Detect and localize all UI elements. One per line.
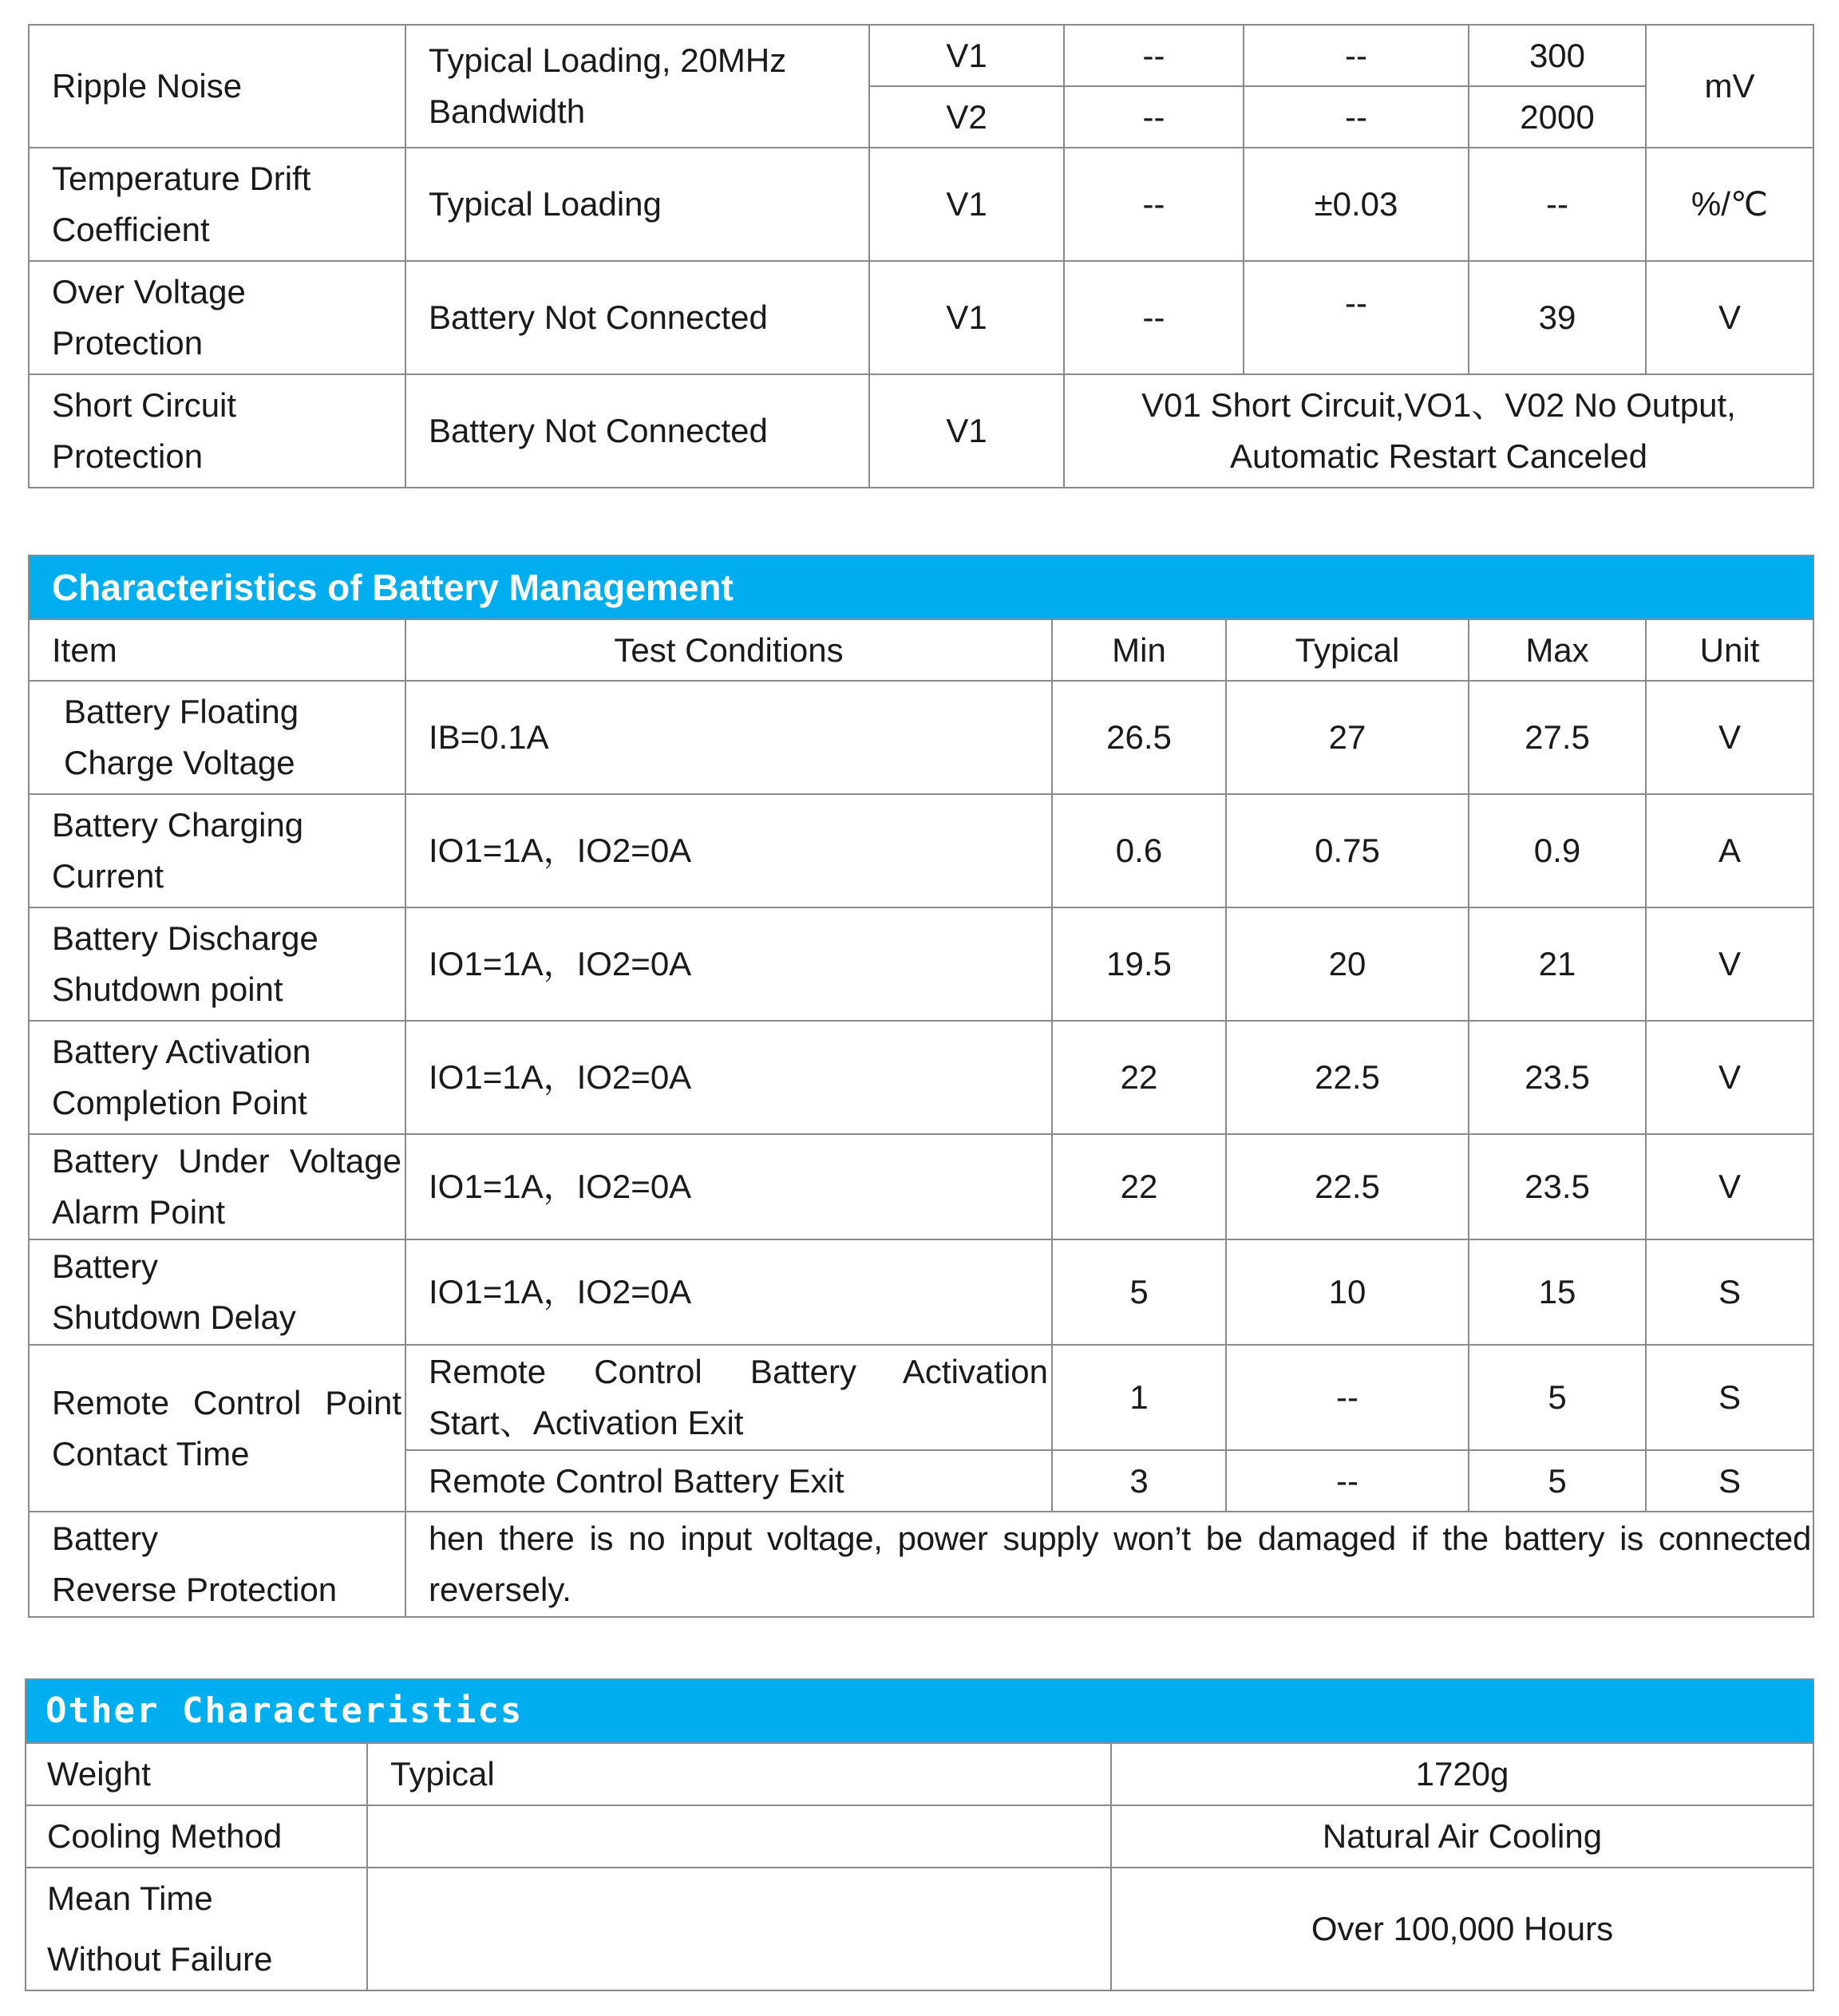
item-cell: Battery Charging Current xyxy=(29,794,405,907)
column-header-conditions: Test Conditions xyxy=(405,619,1052,681)
min-cell: -- xyxy=(1064,148,1244,261)
typical-cell: 0.75 xyxy=(1226,794,1469,907)
typical-cell: -- xyxy=(1244,261,1469,374)
column-header-max: Max xyxy=(1469,619,1646,681)
typical-cell: -- xyxy=(1226,1450,1469,1512)
condition-cell xyxy=(367,1805,1111,1868)
condition-cell: IO1=1A，IO2=0A xyxy=(405,794,1052,907)
unit-cell: V xyxy=(1646,907,1813,1021)
table-row xyxy=(26,1743,1813,1805)
channel-cell: V1 xyxy=(869,25,1064,86)
value-cell: Natural Air Cooling xyxy=(1111,1805,1813,1868)
condition-cell: Typical Loading xyxy=(405,148,869,261)
other-characteristics-table xyxy=(25,1678,1814,1991)
max-cell: 15 xyxy=(1469,1239,1646,1345)
column-header-min: Min xyxy=(1052,619,1226,681)
value-cell: 1720g xyxy=(1111,1743,1813,1805)
temperature-drift-item: Temperature Drift Coefficient xyxy=(29,148,405,261)
min-cell: 22 xyxy=(1052,1021,1226,1134)
min-cell: 5 xyxy=(1052,1239,1226,1345)
condition-cell: IO1=1A，IO2=0A xyxy=(405,1021,1052,1134)
channel-cell: V1 xyxy=(869,261,1064,374)
ripple-noise-item: Ripple Noise xyxy=(29,25,405,148)
ripple-noise-condition: Typical Loading, 20MHz Bandwidth xyxy=(405,25,869,148)
min-cell: -- xyxy=(1064,86,1244,148)
typical-cell: 20 xyxy=(1226,907,1469,1021)
min-cell: 0.6 xyxy=(1052,794,1226,907)
max-cell: 39 xyxy=(1469,261,1646,374)
table-row xyxy=(29,1512,1813,1617)
column-header-item: Item xyxy=(29,619,405,681)
max-cell: 5 xyxy=(1469,1345,1646,1450)
max-cell: 300 xyxy=(1469,25,1646,86)
table-row xyxy=(29,1239,1813,1345)
condition-cell: Battery Not Connected xyxy=(405,261,869,374)
table-row xyxy=(29,261,1813,374)
column-header-typical: Typical xyxy=(1226,619,1469,681)
channel-cell: V1 xyxy=(869,148,1064,261)
item-cell: Mean Time Without Failure xyxy=(26,1868,367,1990)
typical-cell: 22.5 xyxy=(1226,1134,1469,1239)
typical-cell: 10 xyxy=(1226,1239,1469,1345)
min-cell: 3 xyxy=(1052,1450,1226,1512)
unit-cell: V xyxy=(1646,1021,1813,1134)
condition-cell xyxy=(367,1868,1111,1990)
unit-cell: %/℃ xyxy=(1646,148,1813,261)
condition-cell: IB=0.1A xyxy=(405,681,1052,794)
table-header-row xyxy=(29,619,1813,681)
typical-cell: -- xyxy=(1244,25,1469,86)
condition-cell: IO1=1A，IO2=0A xyxy=(405,907,1052,1021)
item-cell: Weight xyxy=(26,1743,367,1805)
value-cell: Over 100,000 Hours xyxy=(1111,1868,1813,1990)
max-cell: 0.9 xyxy=(1469,794,1646,907)
min-cell: -- xyxy=(1064,25,1244,86)
unit-cell: V xyxy=(1646,681,1813,794)
condition-cell: Typical xyxy=(367,1743,1111,1805)
typical-cell: -- xyxy=(1226,1345,1469,1450)
unit-cell: V xyxy=(1646,261,1813,374)
unit-cell: S xyxy=(1646,1239,1813,1345)
table-row xyxy=(29,1345,1813,1450)
max-cell: 2000 xyxy=(1469,86,1646,148)
item-cell: Battery Shutdown Delay xyxy=(29,1239,405,1345)
table-row xyxy=(29,1134,1813,1239)
typical-cell: ±0.03 xyxy=(1244,148,1469,261)
short-circuit-item: Short Circuit Protection xyxy=(29,374,405,488)
table-row xyxy=(29,794,1813,907)
table-row xyxy=(29,374,1813,488)
column-header-unit: Unit xyxy=(1646,619,1813,681)
section-title: Characteristics of Battery Management xyxy=(29,555,1813,619)
section-banner xyxy=(26,1679,1813,1743)
remote-control-item: Remote Control Point Contact Time xyxy=(29,1345,405,1512)
reverse-protection-text: hen there is no input voltage, power supply won’t be damaged if the battery is connected reversely. xyxy=(405,1512,1813,1617)
min-cell: 19.5 xyxy=(1052,907,1226,1021)
condition-cell: Battery Not Connected xyxy=(405,374,869,488)
condition-cell: IO1=1A，IO2=0A xyxy=(405,1134,1052,1239)
max-cell: 21 xyxy=(1469,907,1646,1021)
table-row xyxy=(29,148,1813,261)
typical-cell: 27 xyxy=(1226,681,1469,794)
item-cell: Cooling Method xyxy=(26,1805,367,1868)
over-voltage-item: Over Voltage Protection xyxy=(29,261,405,374)
condition-cell: Remote Control Battery Activation Start、Activation Exit xyxy=(405,1345,1052,1450)
unit-cell: A xyxy=(1646,794,1813,907)
unit-cell: mV xyxy=(1646,25,1813,148)
min-cell: 1 xyxy=(1052,1345,1226,1450)
max-cell: 23.5 xyxy=(1469,1134,1646,1239)
channel-cell: V2 xyxy=(869,86,1064,148)
condition-cell: IO1=1A，IO2=0A xyxy=(405,1239,1052,1345)
battery-management-table xyxy=(28,555,1814,1618)
unit-cell: V xyxy=(1646,1134,1813,1239)
item-cell: Battery Under Voltage Alarm Point xyxy=(29,1134,405,1239)
item-cell: Battery Discharge Shutdown point xyxy=(29,907,405,1021)
max-cell: 5 xyxy=(1469,1450,1646,1512)
unit-cell: S xyxy=(1646,1345,1813,1450)
reverse-protection-item: Battery Reverse Protection xyxy=(29,1512,405,1617)
min-cell: 26.5 xyxy=(1052,681,1226,794)
output-spec-table xyxy=(28,24,1814,488)
max-cell: 27.5 xyxy=(1469,681,1646,794)
item-cell: Battery Activation Completion Point xyxy=(29,1021,405,1134)
min-cell: -- xyxy=(1064,261,1244,374)
section-banner xyxy=(29,555,1813,619)
min-cell: 22 xyxy=(1052,1134,1226,1239)
max-cell: -- xyxy=(1469,148,1646,261)
item-cell: Battery Floating Charge Voltage xyxy=(29,681,405,794)
table-row xyxy=(26,1868,1813,1990)
unit-cell: S xyxy=(1646,1450,1813,1512)
table-row xyxy=(29,681,1813,794)
typical-cell: 22.5 xyxy=(1226,1021,1469,1134)
section-title: Other Characteristics xyxy=(26,1679,1813,1743)
short-circuit-note: V01 Short Circuit,VO1、V02 No Output, Automatic Restart Canceled xyxy=(1064,374,1813,488)
typical-cell: -- xyxy=(1244,86,1469,148)
table-row xyxy=(26,1805,1813,1868)
max-cell: 23.5 xyxy=(1469,1021,1646,1134)
table-row xyxy=(29,907,1813,1021)
table-row xyxy=(29,1021,1813,1134)
table-row xyxy=(29,25,1813,86)
channel-cell: V1 xyxy=(869,374,1064,488)
condition-cell: Remote Control Battery Exit xyxy=(405,1450,1052,1512)
